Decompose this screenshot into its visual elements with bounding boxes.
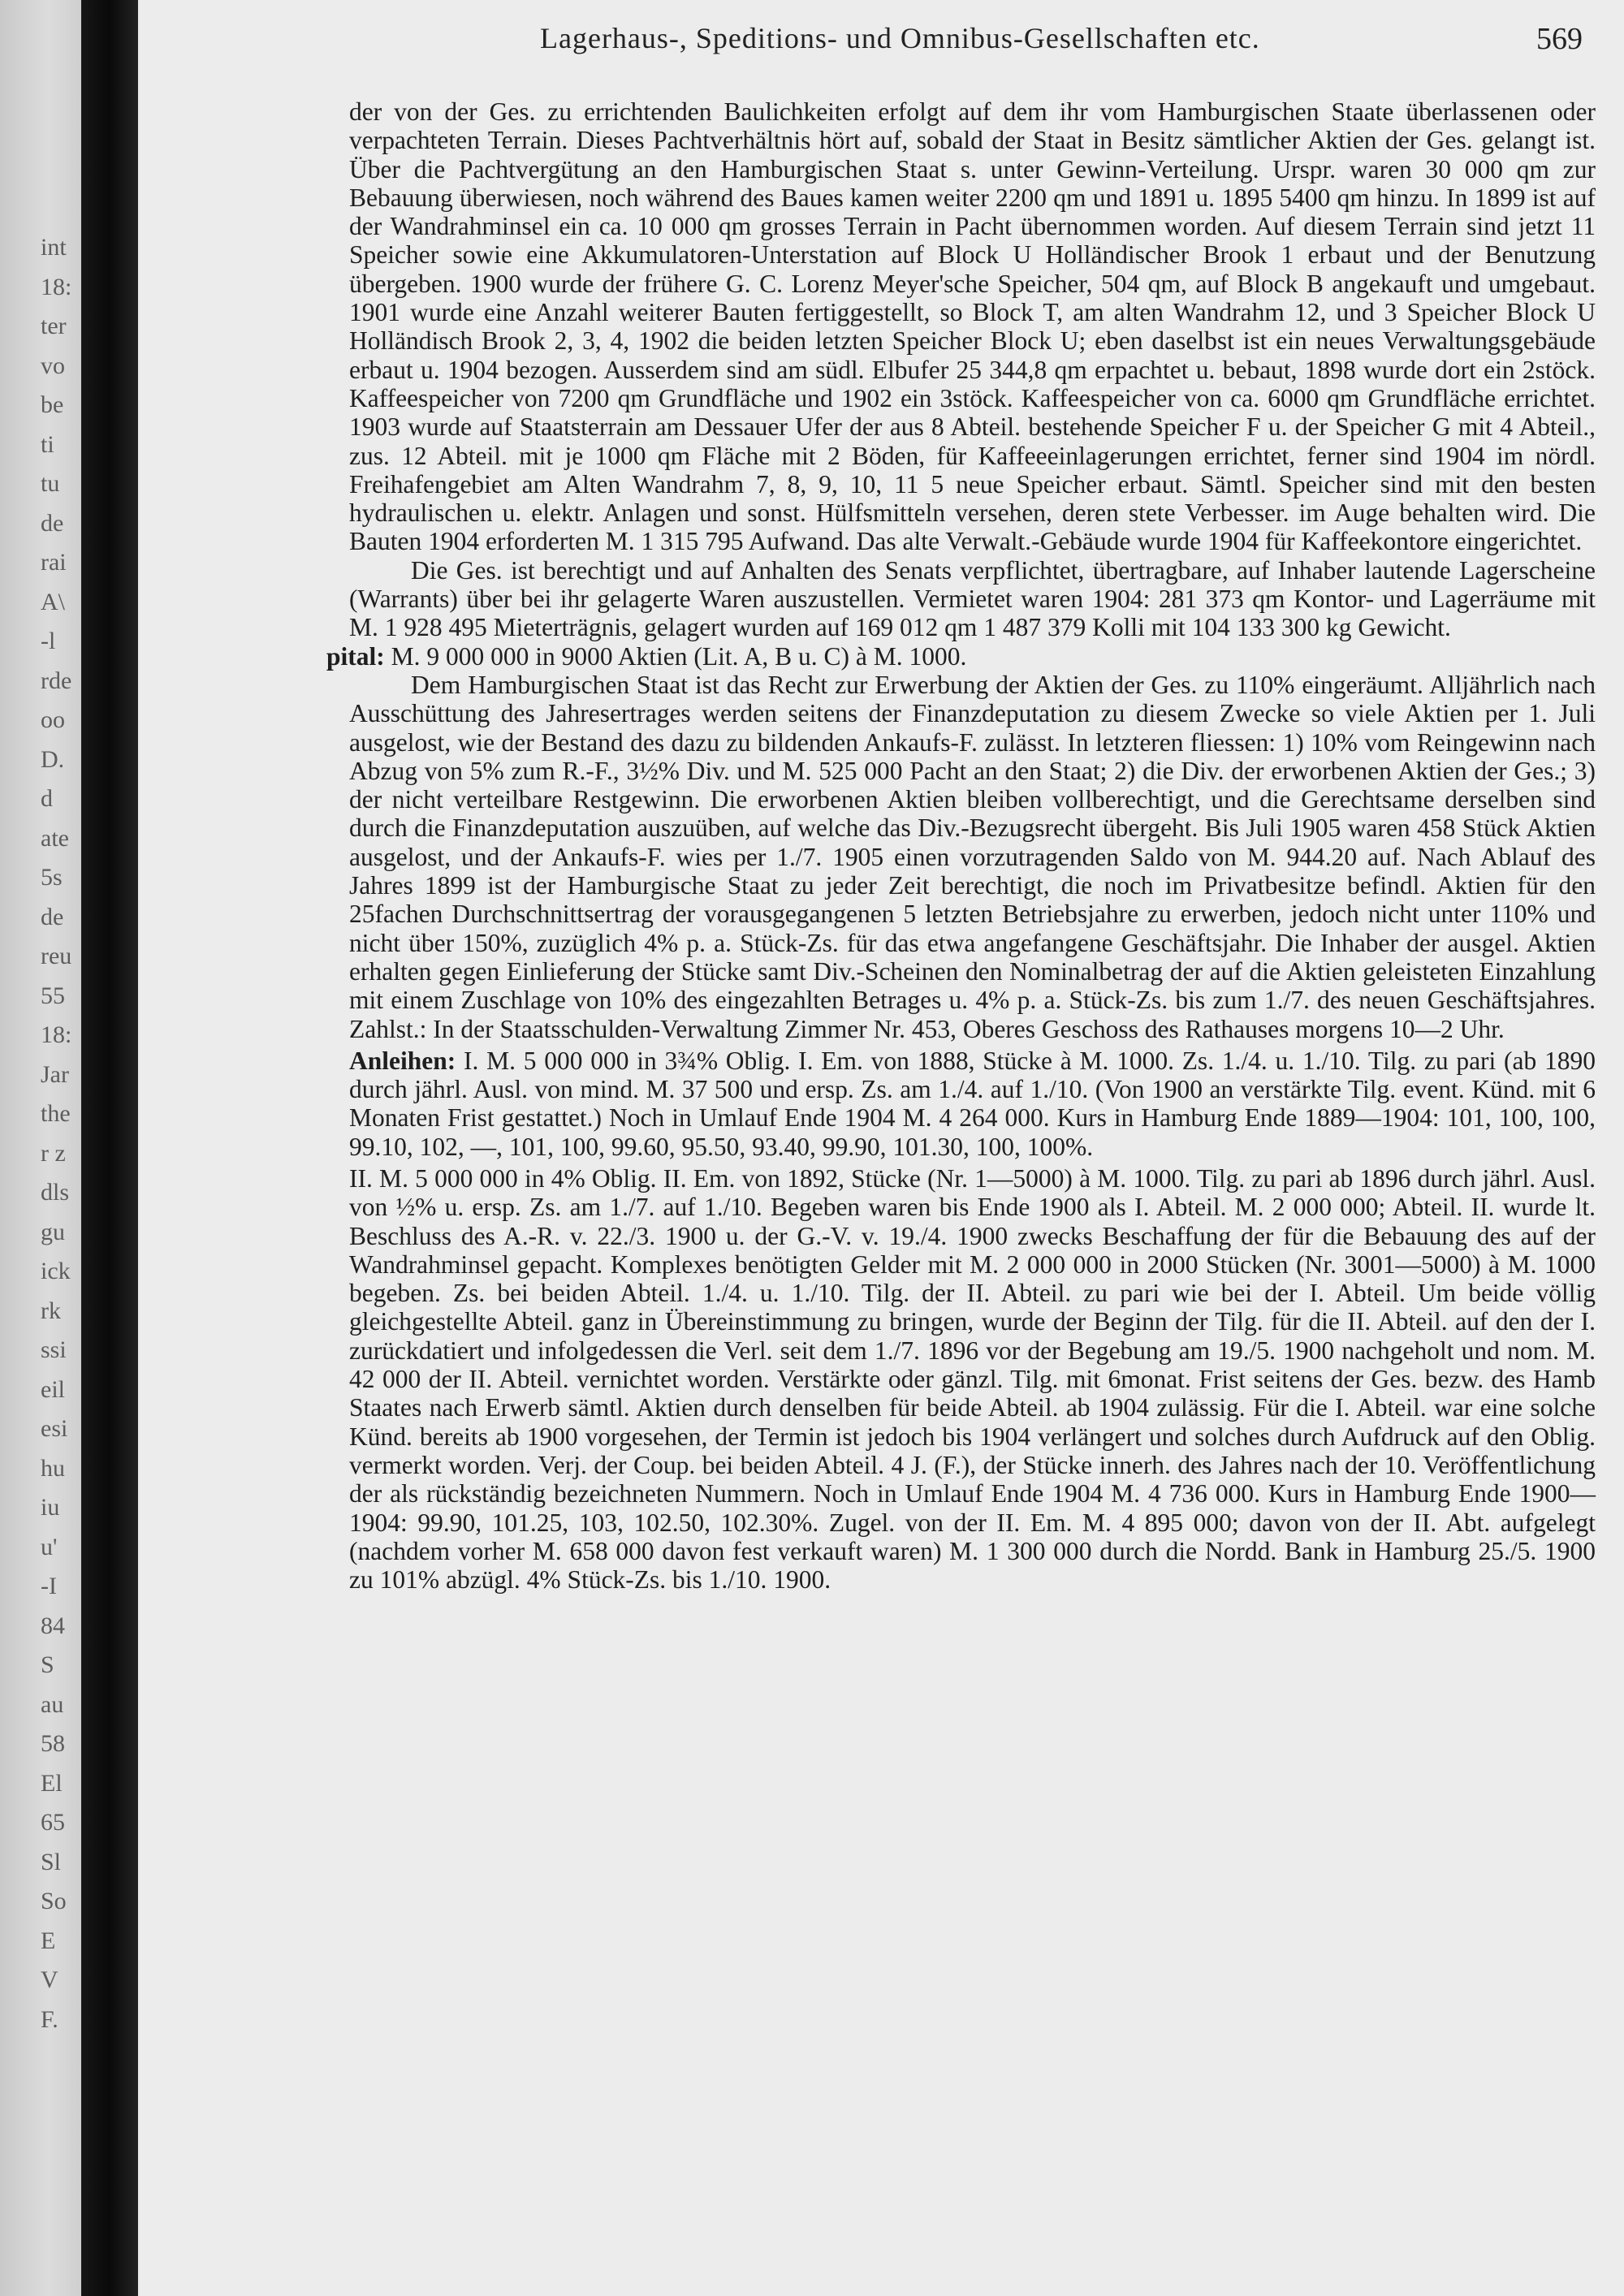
body-text bbox=[326, 97, 1596, 1595]
adjacent-text-fragment: D. bbox=[41, 745, 65, 773]
adjacent-text-fragment: iu bbox=[41, 1494, 60, 1521]
adjacent-text-fragment: El bbox=[41, 1769, 63, 1797]
adjacent-text-fragment: Sl bbox=[41, 1848, 62, 1875]
section-kapital bbox=[326, 642, 1596, 671]
adjacent-text-fragment: vo bbox=[41, 352, 65, 379]
running-head: Lagerhaus-, Speditions- und Omnibus-Gesellschaften etc. bbox=[540, 22, 1260, 54]
adjacent-text-fragment: -l bbox=[41, 628, 56, 654]
adjacent-text-fragment: 18: bbox=[41, 1021, 72, 1048]
adjacent-text-fragment: ter bbox=[41, 313, 67, 339]
adjacent-text-fragment: F. bbox=[41, 2005, 58, 2033]
page-number: 569 bbox=[1536, 22, 1583, 56]
book-gutter bbox=[81, 0, 138, 2296]
adjacent-page-edge bbox=[0, 0, 81, 2296]
adjacent-text-fragment: 18: bbox=[41, 273, 72, 300]
adjacent-text-fragment: ick bbox=[41, 1258, 71, 1284]
adjacent-text-fragment: 58 bbox=[41, 1730, 65, 1757]
adjacent-text-fragment: E bbox=[41, 1927, 56, 1954]
adjacent-text-fragment: u' bbox=[41, 1533, 58, 1560]
adjacent-text-fragment: Jar bbox=[41, 1060, 69, 1088]
adjacent-text-fragment: de bbox=[41, 509, 64, 537]
adjacent-text-fragment: ate bbox=[41, 824, 69, 852]
adjacent-text-fragment: rde bbox=[41, 667, 72, 694]
paragraph-state-rights: Dem Hamburgischen Staat ist das Recht zur Erwerbung der Aktien der Ges. zu 110% eingeräumt. Alljährlich nach Ausschüttung des Jahresertrages werden seitens der Finanzdeputation zu diesem Zwecke so viele Aktien per 1. Juli ausgelost, wie der Bestand des dazu zu bildenden Ankaufs-F. zulässt. In letzteren fliessen: 1) 10% vom Reingewinn nach Abzug von 5% zum R.-F., 3½% Div. und M. 525 000 Pacht an den Staat; 2) die Div. der erworbenen Aktien der Ges.; 3) der nicht verteilbare Restgewinn. Die erworbenen Aktien bleiben vollberechtigt, und die Gerechtsame derselben sind durch die Finanzdeputation auszuüben, auf welche das Div.-Bezugsrecht übergeht. Bis Juli 1905 waren 458 Stück Aktien ausgelost, und der Ankaufs-F. wies per 1./7. 1905 einen vorzutragenden Saldo von M. 944.20 auf. Nach Ablauf des Jahres 1899 ist der Hamburgische Staat zu jeder Zeit berechtigt, die noch im Privatbesitze befindl. Aktien für den 25fachen Durchschnittsertrag der vorausgegangenen 5 letzten Betriebsjahre zu erwerben, jedoch nicht unter 110% und nicht über 150%, zuzüglich 4% p. a. Stück-Zs. für das etwa angefangene Geschäftsjahr. Die Inhaber der ausgel. Aktien erhalten gegen Einlieferung der Stücke samt Div.-Scheinen den Nominalbetrag der auf die Aktien geleisteten Einzahlung mit einem Zuschlage von 10% des eingezahlten Betrages u. 4% p. a. Stück-Zs. bis zum 1./7. des neuen Geschäftsjahres. Zahlst.: In der Staatsschulden-Verwaltung Zimmer Nr. 453, Oberes Geschoss des Rathauses morgens 10—2 Uhr. bbox=[349, 670, 1596, 1043]
adjacent-text-fragment: ssi bbox=[41, 1336, 67, 1363]
adjacent-text-fragment: au bbox=[41, 1690, 64, 1718]
adjacent-text-fragment: rai bbox=[41, 549, 67, 576]
adjacent-text-fragment: the bbox=[41, 1100, 71, 1127]
kapital-heading: pital: bbox=[326, 641, 385, 671]
adjacent-text-fragment: d bbox=[41, 785, 53, 812]
anleihen-heading: Anleihen: bbox=[349, 1046, 456, 1075]
adjacent-text-fragment: A\ bbox=[41, 588, 65, 615]
paragraph-warrants: Die Ges. ist berechtigt und auf Anhalten des Senats verpflichtet, übertragbare, auf Inhaber lautende Lagerscheine (Warrants) über bei ihr gelagerte Waren auszustellen. Vermietet waren 1904: 281 373 qm Kontor- und Lagerräume mit M. 1 928 495 Mieterträgnis, gelagert wurden auf 169 012 qm 1 487 379 Kolli mit 104 133 300 kg Gewicht. bbox=[349, 555, 1596, 642]
adjacent-text-fragment: oo bbox=[41, 706, 65, 733]
adjacent-text-fragment: reu bbox=[41, 943, 72, 969]
adjacent-text-fragment: gu bbox=[41, 1218, 65, 1245]
adjacent-text-fragment: So bbox=[41, 1888, 67, 1914]
adjacent-text-fragment: V bbox=[41, 1966, 58, 1993]
document-page bbox=[138, 0, 1624, 2296]
adjacent-text-fragment: dls bbox=[41, 1179, 70, 1206]
adjacent-text-fragment: tu bbox=[41, 470, 60, 497]
adjacent-text-fragment: be bbox=[41, 391, 64, 418]
section-anleihen bbox=[349, 1047, 1596, 1161]
adjacent-text-fragment: S bbox=[41, 1651, 54, 1678]
anleihen-text: I. M. 5 000 000 in 3¾% Oblig. I. Em. von 1888, Stücke à M. 1000. Zs. 1./4. u. 1./10. Tilg. zu pari (ab 1890 durch jährl. Ausl. von mind. M. 37 500 und ersp. Zs. am 1./4. auf 1./10. (Von 1900 an verstärkte Tilg. event. Künd. mit 6 Monaten Frist gestattet.) Noch in Umlauf Ende 1904 M. 4 264 000. Kurs in Hamburg Ende 1889—1904: 101, 100, 100, 99.10, 102, —, 101, 100, 99.60, 95.50, 93.40, 99.90, 101.30, 100, 100%. bbox=[349, 1046, 1596, 1161]
adjacent-text-fragment: ti bbox=[41, 430, 54, 458]
adjacent-text-fragment: esi bbox=[41, 1415, 68, 1442]
adjacent-text-fragment: eil bbox=[41, 1375, 65, 1403]
adjacent-text-fragment: r z bbox=[41, 1139, 66, 1167]
adjacent-text-fragment: 5s bbox=[41, 864, 63, 891]
adjacent-text-fragment: 84 bbox=[41, 1612, 65, 1639]
adjacent-text-fragment: 65 bbox=[41, 1809, 65, 1836]
adjacent-text-fragment: rk bbox=[41, 1297, 61, 1324]
adjacent-text-fragment: 55 bbox=[41, 982, 65, 1009]
paragraph-second-issue: II. M. 5 000 000 in 4% Oblig. II. Em. von 1892, Stücke (Nr. 1—5000) à M. 1000. Tilg. zu pari ab 1896 durch jährl. Ausl. von ½% u. ersp. Zs. am 1./7. auf 1./10. Begeben waren bis Ende 1900 als I. Abteil. M. 2 000 000; Abteil. II. wurde lt. Beschluss des A.-R. v. 22./3. 1900 u. der G.-V. v. 19./4. 1900 zwecks Beschaffung der für die Bebauung des auf der Wandrahminsel gepacht. Komplexes benötigten Gelder mit M. 2 000 000 in 2000 Stücken (Nr. 3001—5000) à M. 1000 begeben. Zs. bei beiden Abteil. 1./4. u. 1./10. Tilg. der II. Abteil. zu pari wie bei der I. Abteil. Um beide völlig gleichgestellte Abteil. ganz in Übereinstimmung zu bringen, wurde der Beginn der Tilg. für die II. Abteil. auf den der I. zurückdatiert und infolgedessen die Verl. seit dem 1./7. 1896 vor der Begebung am 19./5. 1900 nachgeholt und nom. M. 42 000 der II. Abteil. vernichtet worden. Verstärkte oder gänzl. Tilg. mit 6monat. Frist seitens der Ges. bezw. des Hamb Staates nach Erwerb sämtl. Aktien durch denselben für beide Abteil. ab 1904 zulässig. Für die I. Abteil. war eine solche Künd. bereits ab 1900 vorgesehen, der Termin ist jedoch bis 1904 verlängert und solches durch Aufdruck auf den Oblig. vermerkt worden. Verj. der Coup. bei beiden Abteil. 4 J. (F.), der Stücke innerh. des Jahres nach der 10. Veröffentlichung der als rückständig bezeichneten Nummern. Noch in Umlauf Ende 1904 M. 4 736 000. Kurs in Hamburg Ende 1900—1904: 99.90, 101.25, 103, 102.50, 102.30%. Zugel. von der II. Em. M. 4 895 000; davon von der II. Abt. aufgelegt (nachdem vorher M. 658 000 davon fest verkauft waren) M. 1 300 000 durch die Nordd. Bank in Hamburg 25./5. 1900 zu 101% abzügl. 4% Stück-Zs. bis 1./10. 1900. bbox=[349, 1163, 1596, 1595]
kapital-text: M. 9 000 000 in 9000 Aktien (Lit. A, B u. C) à M. 1000. bbox=[384, 641, 967, 671]
adjacent-text-fragment: de bbox=[41, 903, 64, 930]
paragraph-buildings: der von der Ges. zu errichtenden Baulichkeiten erfolgt auf dem ihr vom Hamburgischen Staate überlassenen oder verpachteten Terrain. Dieses Pachtverhältnis hört auf, sobald der Staat in Besitz sämtlicher Aktien der Ges. gelangt ist. Über die Pachtvergütung an den Hamburgischen Staat s. unter Gewinn-Verteilung. Urspr. waren 30 000 qm zur Bebauung überwiesen, noch während des Baues kamen weiter 2200 qm und 1891 u. 1895 5400 qm hinzu. In 1899 ist auf der Wandrahminsel ein ca. 10 000 qm grosses Terrain in Pacht übernommen worden. Auf diesem Terrain sind jetzt 11 Speicher sowie eine Akkumulatoren-Unterstation auf Block U Holländischer Brook 1 erbaut und der Benutzung übergeben. 1900 wurde der frühere G. C. Lorenz Meyer'sche Speicher, 504 qm, auf Block B angekauft und umgebaut. 1901 wurde eine Anzahl weiterer Bauten fertiggestellt, so Block T, am alten Wandrahm 12, und 3 Speicher Block U Holländisch Brook 2, 3, 4, 1902 die beiden letzten Speicher Block U; eben daselbst ist ein neues Verwaltungsgebäude erbaut u. 1904 bezogen. Ausserdem sind am südl. Elbufer 25 344,8 qm erpachtet u. bebaut, 1898 wurde dort ein 2stöck. Kaffeespeicher von 7200 qm Grundfläche und 1902 ein 3stöck. Kaffeespeicher von ca. 6000 qm Grundfläche errichtet. 1903 wurde auf Staatsterrain am Dessauer Ufer der aus 8 Abteil. bestehende Speicher F u. der Speicher G mit 4 Abteil., zus. 12 Abteil. mit je 1000 qm Fläche mit 2 Böden, für Kaffeeeinlagerungen errichtet, ferner sind 1904 im nördl. Freihafengebiet am Alten Wandrahm 7, 8, 9, 10, 11 5 neue Speicher erbaut. Sämtl. Speicher sind mit den besten hydraulischen u. elektr. Anlagen und sonst. Hülfsmitteln versehen, deren stete Verbesser. im Auge behalten wird. Die Bauten 1904 erforderten M. 1 315 795 Aufwand. Das alte Verwalt.-Gebäude wurde 1904 für Kaffeekontore eingerichtet. bbox=[349, 97, 1596, 556]
adjacent-text-fragment: hu bbox=[41, 1454, 65, 1482]
adjacent-text-fragment: int bbox=[41, 234, 67, 261]
adjacent-text-fragment: -I bbox=[41, 1573, 57, 1599]
